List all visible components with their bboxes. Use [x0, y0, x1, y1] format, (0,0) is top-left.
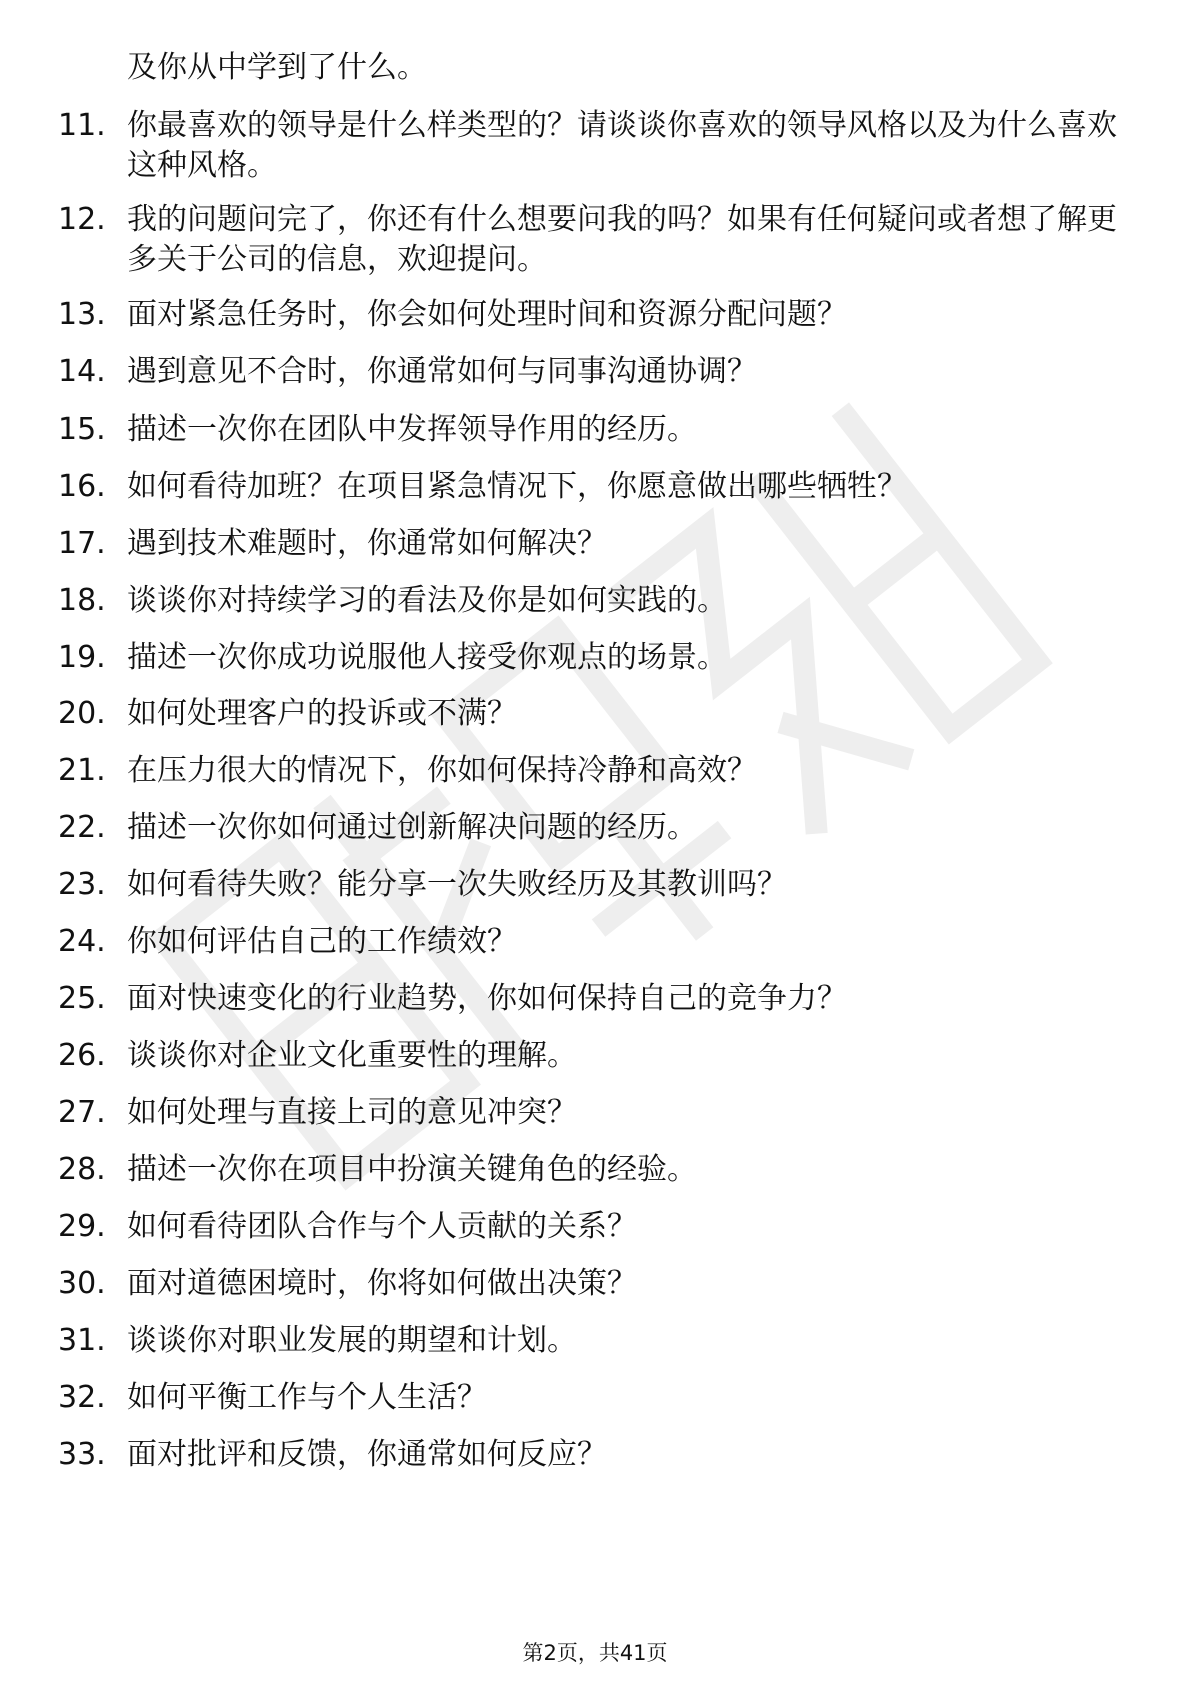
- list-item: [58, 295, 1138, 335]
- continuation-text: 及你从中学到了什么。: [127, 50, 427, 85]
- item-text: 描述一次你在团队中发挥领导作用的经历。: [127, 412, 697, 447]
- item-number: 25.: [58, 981, 106, 1016]
- list-item: [58, 1150, 1138, 1190]
- item-text: 遇到意见不合时，你通常如何与同事沟通协调？: [127, 354, 757, 389]
- list-item: [58, 638, 1138, 678]
- item-text: 描述一次你成功说服他人接受你观点的场景。: [127, 640, 727, 675]
- item-text: 如何平衡工作与个人生活？: [127, 1380, 487, 1415]
- list-item: [58, 979, 1138, 1019]
- item-text: 你最喜欢的领导是什么样类型的？请谈谈你喜欢的领导风格以及为什么喜欢这种风格。: [127, 108, 1117, 183]
- list-item: [58, 694, 1138, 734]
- item-number: 16.: [58, 469, 106, 504]
- list-item: [58, 1378, 1138, 1418]
- item-text: 你如何评估自己的工作绩效？: [127, 924, 517, 959]
- list-item: [58, 1264, 1138, 1304]
- list-item: [58, 524, 1138, 564]
- item-text: 面对紧急任务时，你会如何处理时间和资源分配问题？: [127, 297, 847, 332]
- item-number: 12.: [58, 202, 106, 237]
- item-text: 在压力很大的情况下，你如何保持冷静和高效？: [127, 753, 757, 788]
- item-text: 如何看待团队合作与个人贡献的关系？: [127, 1209, 637, 1244]
- item-text: 如何看待加班？在项目紧急情况下，你愿意做出哪些牺牲？: [127, 469, 907, 504]
- item-text: 谈谈你对企业文化重要性的理解。: [127, 1038, 577, 1073]
- item-number: 14.: [58, 354, 106, 389]
- item-text: 面对快速变化的行业趋势，你如何保持自己的竞争力？: [127, 981, 847, 1016]
- item-number: 19.: [58, 640, 106, 675]
- item-number: 17.: [58, 526, 106, 561]
- item-text: 如何处理客户的投诉或不满？: [127, 696, 517, 731]
- item-text: 面对道德困境时，你将如何做出决策？: [127, 1266, 637, 1301]
- item-number: 30.: [58, 1266, 106, 1301]
- list-item: [58, 1435, 1138, 1475]
- item-text: 遇到技术难题时，你通常如何解决？: [127, 526, 607, 561]
- item-number: 20.: [58, 696, 106, 731]
- list-item: [58, 352, 1138, 392]
- item-text: 描述一次你在项目中扮演关键角色的经验。: [127, 1152, 697, 1187]
- page-footer: 第2页，共41页: [522, 1641, 668, 1665]
- list-item: [58, 808, 1138, 848]
- item-number: 28.: [58, 1152, 106, 1187]
- list-item: [58, 200, 1138, 280]
- item-number: 29.: [58, 1209, 106, 1244]
- list-item: [58, 1036, 1138, 1076]
- list-item: [58, 581, 1138, 621]
- list-item: [58, 751, 1138, 791]
- item-number: 23.: [58, 867, 106, 902]
- item-number: 31.: [58, 1323, 106, 1358]
- list-item: [58, 922, 1138, 962]
- item-number: 21.: [58, 753, 106, 788]
- list-item: [58, 1207, 1138, 1247]
- list-item: [58, 1093, 1138, 1133]
- item-text: 如何看待失败？能分享一次失败经历及其教训吗？: [127, 867, 787, 902]
- item-number: 26.: [58, 1038, 106, 1073]
- list-item: [58, 467, 1138, 507]
- item-number: 32.: [58, 1380, 106, 1415]
- watermark-graphic: [73, 302, 1127, 1297]
- list-item: [58, 410, 1138, 450]
- item-text: 面对批评和反馈，你通常如何反应？: [127, 1437, 607, 1472]
- item-number: 27.: [58, 1095, 106, 1130]
- item-text: 谈谈你对持续学习的看法及你是如何实践的。: [127, 583, 727, 618]
- item-number: 15.: [58, 412, 106, 447]
- item-number: 22.: [58, 810, 106, 845]
- watermark: [73, 302, 1127, 1297]
- item-number: 13.: [58, 297, 106, 332]
- item-number: 18.: [58, 583, 106, 618]
- list-item: [58, 1321, 1138, 1361]
- item-number: 24.: [58, 924, 106, 959]
- list-item: [58, 865, 1138, 905]
- item-text: 如何处理与直接上司的意见冲突？: [127, 1095, 577, 1130]
- item-text: 我的问题问完了，你还有什么想要问我的吗？如果有任何疑问或者想了解更多关于公司的信息，欢迎提问。: [127, 202, 1117, 277]
- item-number: 11.: [58, 108, 106, 143]
- item-text: 描述一次你如何通过创新解决问题的经历。: [127, 810, 697, 845]
- item-text: 谈谈你对职业发展的期望和计划。: [127, 1323, 577, 1358]
- list-item: [58, 106, 1138, 186]
- item-number: 33.: [58, 1437, 106, 1472]
